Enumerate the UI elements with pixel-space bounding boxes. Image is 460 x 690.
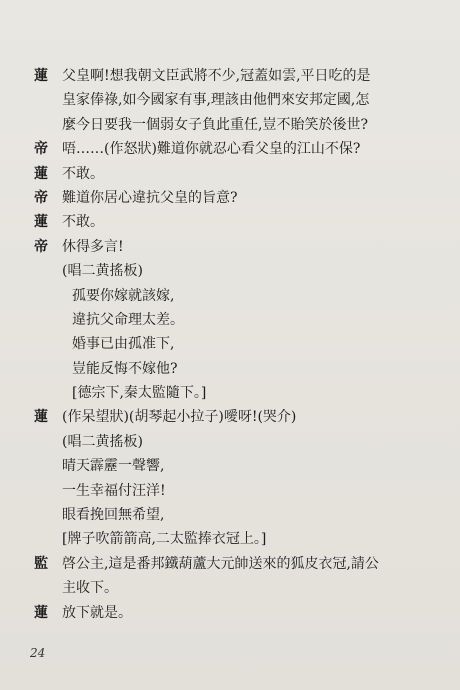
- line-text: 主收下。: [62, 580, 118, 597]
- script-line: [34, 137, 406, 161]
- speaker-label: 蓮: [34, 68, 48, 84]
- speaker-label: 帝: [34, 238, 48, 255]
- speaker-label: 帝: [34, 141, 48, 158]
- page-number: 24: [30, 646, 46, 660]
- script-line: [34, 210, 406, 234]
- line-text: (唱二黄搖板): [62, 263, 143, 280]
- line-text: 孤要你嫁就該嫁,: [72, 287, 175, 304]
- line-text: 放下就是。: [62, 604, 132, 621]
- line-text: [德宗下,秦太監隨下。]: [72, 385, 207, 402]
- line-text: 啓公主,這是番邦鐵葫蘆大元帥送來的狐皮衣冠,請公: [62, 555, 379, 572]
- script-line: [34, 357, 406, 381]
- script-line: [34, 332, 406, 356]
- script-body: [34, 64, 406, 625]
- line-text: 婚事已由孤准下,: [72, 336, 175, 353]
- script-line: [34, 64, 406, 88]
- line-text: 不敢。: [62, 214, 104, 231]
- line-text: 麼今日要我一個弱女子負此重任,豈不貽笑於後世?: [62, 116, 368, 133]
- speaker-label: 蓮: [34, 409, 48, 426]
- script-line: [34, 259, 406, 283]
- line-text: [牌子吹箭箭高,二太監捧衣冠上。]: [62, 531, 267, 548]
- script-line: [34, 527, 406, 551]
- line-text: 休得多言!: [62, 238, 124, 255]
- line-text: 豈能反悔不嫁他?: [72, 360, 178, 377]
- script-line: [34, 186, 406, 210]
- speaker-label: 蓮: [34, 165, 48, 182]
- script-line: [34, 284, 406, 308]
- line-text: 唔……(作怒狀)難道你就忍心看父皇的江山不保?: [62, 141, 361, 158]
- line-text: 難道你居心違抗父皇的旨意?: [62, 189, 238, 206]
- line-text: 父皇啊!想我朝文臣武將不少,冠蓋如雲,平日吃的是: [62, 68, 371, 84]
- script-line: [34, 430, 406, 454]
- script-line: [34, 308, 406, 332]
- line-text: 不敢。: [62, 165, 104, 182]
- line-text: 皇家俸祿,如今國家有事,理該由他們來安邦定國,怎: [62, 92, 370, 109]
- script-line: [34, 405, 406, 429]
- script-line: [34, 162, 406, 186]
- script-line: [34, 503, 406, 527]
- line-text: 一生幸福付汪洋!: [62, 482, 166, 499]
- line-text: 違抗父命理太差。: [72, 311, 184, 328]
- script-line: [34, 601, 406, 625]
- script-line: [34, 88, 406, 112]
- speaker-label: 帝: [34, 189, 48, 206]
- script-line: [34, 235, 406, 259]
- line-text: (唱二黄搖板): [62, 433, 143, 450]
- line-text: (作呆望狀)(胡琴起小拉子)噯呀!(哭介): [62, 409, 297, 426]
- script-line: [34, 381, 406, 405]
- speaker-label: 蓮: [34, 604, 48, 621]
- script-line: [34, 576, 406, 600]
- script-line: [34, 552, 406, 576]
- speaker-label: 監: [34, 555, 48, 572]
- script-line: [34, 454, 406, 478]
- line-text: 晴天霹靂一聲響,: [62, 458, 165, 475]
- script-line: [34, 113, 406, 137]
- speaker-label: 蓮: [34, 214, 48, 231]
- line-text: 眼看挽回無希望,: [62, 507, 165, 524]
- script-line: [34, 479, 406, 503]
